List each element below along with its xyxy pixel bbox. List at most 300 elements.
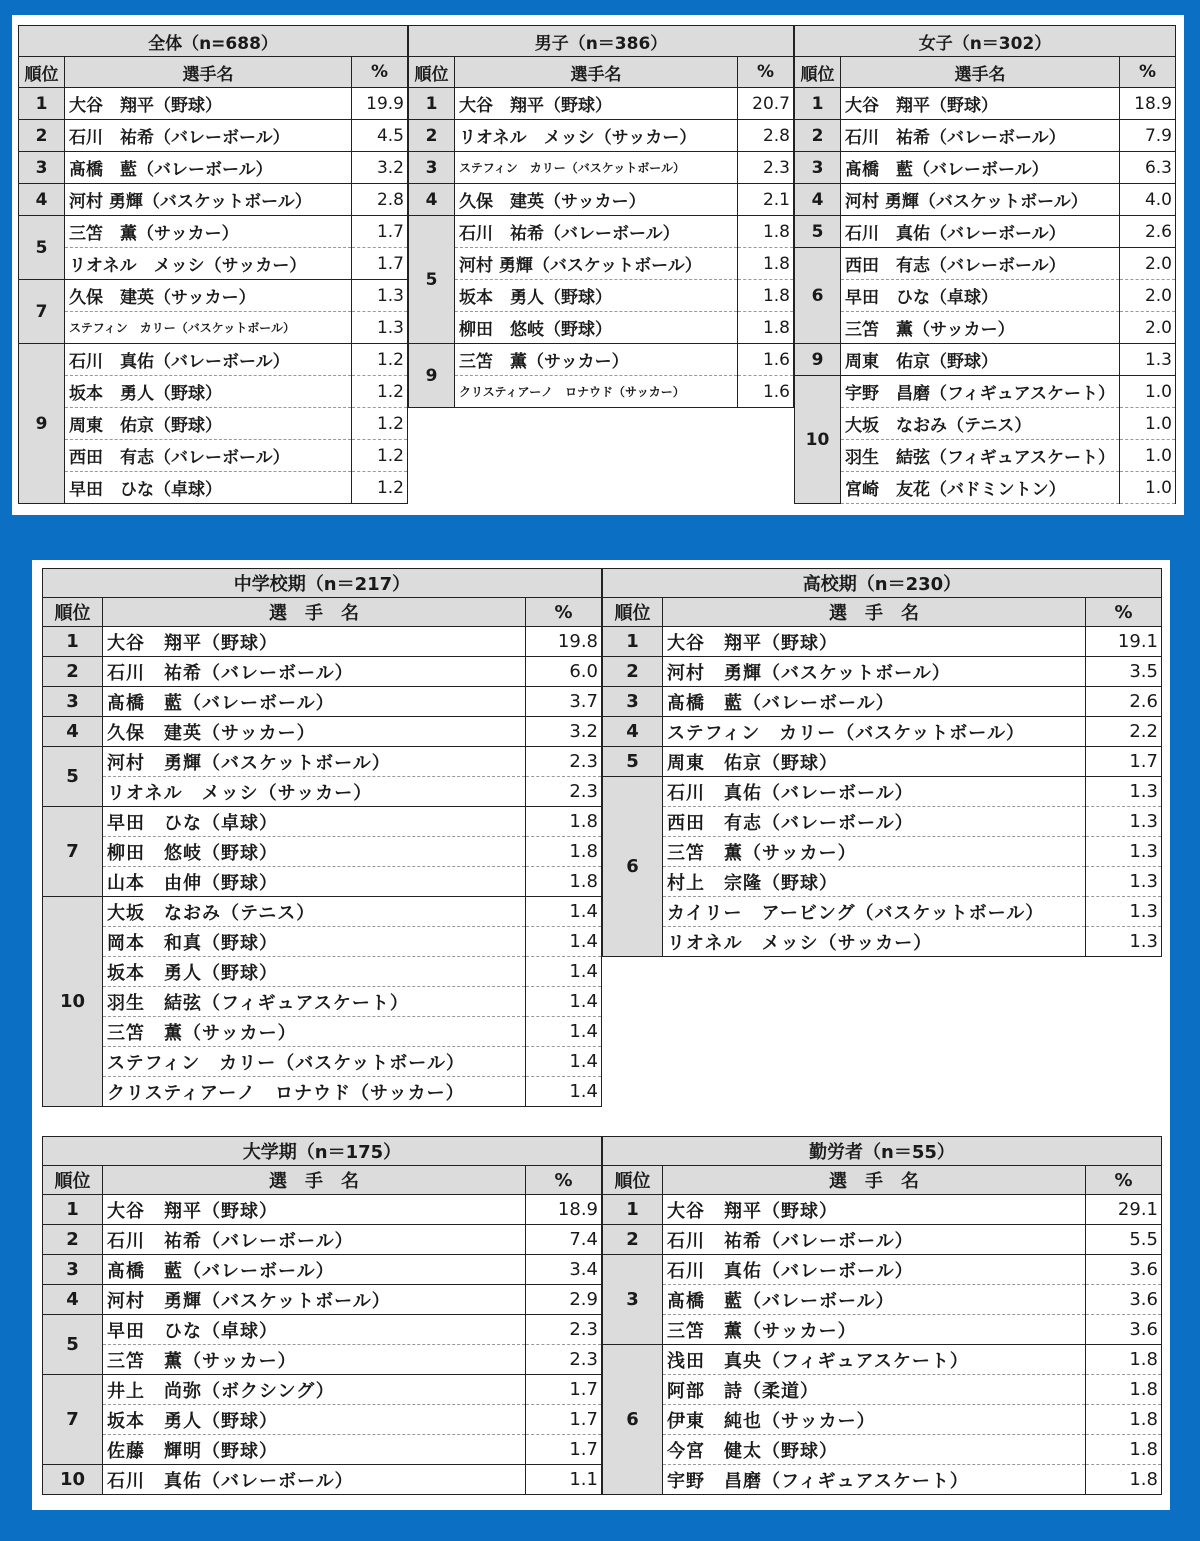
athlete-name-cell: 周東 佑京（野球） xyxy=(841,344,1120,376)
athlete-name-cell: 坂本 勇人（野球） xyxy=(65,376,352,408)
athlete-name-cell: 髙橋 藍（バレーボール） xyxy=(65,152,352,184)
table-row xyxy=(409,280,794,312)
table-row xyxy=(19,152,408,184)
rank-cell: 4 xyxy=(43,717,103,747)
table-row xyxy=(43,1017,602,1047)
rank-cell: 3 xyxy=(43,687,103,717)
percent-cell: 20.7 xyxy=(738,88,794,120)
athlete-name-cell: 周東 佑京（野球） xyxy=(663,747,1086,777)
rank-cell: 6 xyxy=(603,1345,663,1495)
table-row xyxy=(43,1225,602,1255)
table-row xyxy=(795,408,1176,440)
athlete-name-cell: リオネル メッシ（サッカー） xyxy=(103,777,526,807)
table-row xyxy=(603,627,1162,657)
table-row xyxy=(603,657,1162,687)
athlete-name-cell: 髙橋 藍（バレーボール） xyxy=(663,1285,1086,1315)
table-row xyxy=(43,957,602,987)
percent-cell: 18.9 xyxy=(1120,88,1176,120)
percent-cell: 1.7 xyxy=(525,1435,601,1465)
rank-cell: 10 xyxy=(43,897,103,1107)
rank-cell: 3 xyxy=(409,152,455,184)
athlete-name-cell: 河村 勇輝（バスケットボール） xyxy=(455,248,738,280)
athlete-name-cell: 宮崎 友花（バドミントン） xyxy=(841,472,1120,504)
column-header-name: 選 手 名 xyxy=(663,1166,1086,1195)
table-row xyxy=(43,1315,602,1345)
percent-cell: 29.1 xyxy=(1085,1195,1161,1225)
table-row xyxy=(43,807,602,837)
athlete-name-cell: 大谷 翔平（野球） xyxy=(103,627,526,657)
column-header-name: 選 手 名 xyxy=(103,598,526,627)
percent-cell: 1.8 xyxy=(738,248,794,280)
column-header-rank: 順位 xyxy=(603,1166,663,1195)
column-header-rank: 順位 xyxy=(19,57,65,88)
table-row xyxy=(795,216,1176,248)
athlete-name-cell: 大谷 翔平（野球） xyxy=(65,88,352,120)
percent-cell: 1.3 xyxy=(351,280,407,312)
table-row xyxy=(43,1285,602,1315)
athlete-name-cell: 羽生 結弦（フィギュアスケート） xyxy=(841,440,1120,472)
percent-cell: 1.3 xyxy=(351,312,407,344)
table-row xyxy=(795,88,1176,120)
percent-cell: 1.3 xyxy=(1120,344,1176,376)
athlete-name-cell: 西田 有志（バレーボール） xyxy=(65,440,352,472)
percent-cell: 1.4 xyxy=(525,927,601,957)
table-row xyxy=(43,777,602,807)
column-header-name: 選手名 xyxy=(65,57,352,88)
athlete-name-cell: 久保 建英（サッカー） xyxy=(65,280,352,312)
table-row xyxy=(603,1465,1162,1495)
ranking-table-male xyxy=(408,25,794,408)
percent-cell: 19.9 xyxy=(351,88,407,120)
ranking-table-overall xyxy=(18,25,408,504)
rank-cell: 4 xyxy=(43,1285,103,1315)
percent-cell: 3.7 xyxy=(525,687,601,717)
table-row xyxy=(19,120,408,152)
athlete-name-cell: 宇野 昌磨（フィギュアスケート） xyxy=(841,376,1120,408)
percent-cell: 3.6 xyxy=(1085,1315,1161,1345)
rank-cell: 5 xyxy=(43,747,103,807)
ranking-table xyxy=(408,25,794,408)
percent-cell: 1.7 xyxy=(1085,747,1161,777)
table-row xyxy=(19,312,408,344)
column-header-name: 選 手 名 xyxy=(103,1166,526,1195)
table-row xyxy=(43,837,602,867)
table-row xyxy=(43,1077,602,1107)
percent-cell: 1.0 xyxy=(1120,376,1176,408)
athlete-name-cell: 大谷 翔平（野球） xyxy=(841,88,1120,120)
athlete-name-cell: リオネル メッシ（サッカー） xyxy=(455,120,738,152)
athlete-name-cell: 大坂 なおみ（テニス） xyxy=(841,408,1120,440)
table-row xyxy=(43,927,602,957)
table-row xyxy=(795,312,1176,344)
percent-cell: 1.8 xyxy=(1085,1435,1161,1465)
percent-cell: 2.8 xyxy=(738,120,794,152)
table-row xyxy=(409,88,794,120)
athlete-name-cell: 河村 勇輝（バスケットボール） xyxy=(663,657,1086,687)
table-row xyxy=(603,747,1162,777)
athlete-name-cell: 三笘 薫（サッカー） xyxy=(65,216,352,248)
athlete-name-cell: 三笘 薫（サッカー） xyxy=(103,1345,526,1375)
table-title: 男子（n＝386） xyxy=(409,26,794,57)
athlete-name-cell: 西田 有志（バレーボール） xyxy=(841,248,1120,280)
athlete-name-cell: 河村 勇輝（バスケットボール） xyxy=(65,184,352,216)
athlete-name-cell: 大谷 翔平（野球） xyxy=(103,1195,526,1225)
athlete-name-cell: 大谷 翔平（野球） xyxy=(663,1195,1086,1225)
table-row xyxy=(409,152,794,184)
athlete-name-cell: 山本 由伸（野球） xyxy=(103,867,526,897)
athlete-name-cell: ステフィン カリー（バスケットボール） xyxy=(65,312,352,344)
athlete-name-cell: 髙橋 藍（バレーボール） xyxy=(841,152,1120,184)
percent-cell: 1.8 xyxy=(738,312,794,344)
percent-cell: 2.3 xyxy=(738,152,794,184)
athlete-name-cell: リオネル メッシ（サッカー） xyxy=(663,927,1086,957)
athlete-name-cell: 石川 祐希（バレーボール） xyxy=(663,1225,1086,1255)
table-row xyxy=(19,472,408,504)
table-row xyxy=(43,747,602,777)
ranking-table xyxy=(18,25,408,504)
athlete-name-cell: クリスティアーノ ロナウド（サッカー） xyxy=(455,376,738,408)
percent-cell: 2.3 xyxy=(525,747,601,777)
athlete-name-cell: 河村 勇輝（バスケットボール） xyxy=(103,747,526,777)
athlete-name-cell: 石川 祐希（バレーボール） xyxy=(65,120,352,152)
ranking-table xyxy=(42,1136,602,1495)
athlete-name-cell: 石川 祐希（バレーボール） xyxy=(455,216,738,248)
percent-cell: 1.6 xyxy=(738,344,794,376)
table-row xyxy=(19,408,408,440)
percent-cell: 1.4 xyxy=(525,1077,601,1107)
column-header-percent: % xyxy=(1120,57,1176,88)
rank-cell: 4 xyxy=(795,184,841,216)
athlete-name-cell: 石川 祐希（バレーボール） xyxy=(103,1225,526,1255)
table-row xyxy=(19,344,408,376)
table-row xyxy=(43,1047,602,1077)
table-row xyxy=(603,1315,1162,1345)
athlete-name-cell: 大谷 翔平（野球） xyxy=(663,627,1086,657)
athlete-name-cell: 宇野 昌磨（フィギュアスケート） xyxy=(663,1465,1086,1495)
percent-cell: 1.3 xyxy=(1085,807,1161,837)
rank-cell: 5 xyxy=(43,1315,103,1375)
percent-cell: 6.0 xyxy=(525,657,601,687)
percent-cell: 2.3 xyxy=(525,1345,601,1375)
column-header-rank: 順位 xyxy=(43,1166,103,1195)
table-row xyxy=(43,1255,602,1285)
table-row xyxy=(43,1195,602,1225)
percent-cell: 1.1 xyxy=(525,1465,601,1495)
athlete-name-cell: 久保 建英（サッカー） xyxy=(103,717,526,747)
rank-cell: 1 xyxy=(603,627,663,657)
table-row xyxy=(409,216,794,248)
percent-cell: 6.3 xyxy=(1120,152,1176,184)
table-row xyxy=(43,687,602,717)
table-row xyxy=(795,248,1176,280)
percent-cell: 1.4 xyxy=(525,897,601,927)
athlete-name-cell: 石川 祐希（バレーボール） xyxy=(103,657,526,687)
column-header-percent: % xyxy=(525,1166,601,1195)
table-row xyxy=(603,837,1162,867)
athlete-name-cell: 坂本 勇人（野球） xyxy=(103,1405,526,1435)
table-row xyxy=(409,376,794,408)
table-row xyxy=(19,216,408,248)
table-row xyxy=(795,344,1176,376)
top-panel xyxy=(12,15,1184,515)
rank-cell: 5 xyxy=(795,216,841,248)
percent-cell: 2.9 xyxy=(525,1285,601,1315)
rank-cell: 3 xyxy=(603,1255,663,1345)
percent-cell: 1.2 xyxy=(351,472,407,504)
percent-cell: 1.2 xyxy=(351,440,407,472)
table-row xyxy=(43,627,602,657)
athlete-name-cell: 三笘 薫（サッカー） xyxy=(103,1017,526,1047)
rank-cell: 2 xyxy=(603,657,663,687)
bottom-panel xyxy=(32,560,1170,1510)
percent-cell: 1.0 xyxy=(1120,440,1176,472)
rank-cell: 7 xyxy=(43,1375,103,1465)
column-header-percent: % xyxy=(525,598,601,627)
percent-cell: 1.4 xyxy=(525,957,601,987)
ranking-table-female xyxy=(794,25,1176,504)
table-row xyxy=(19,440,408,472)
table-row xyxy=(603,807,1162,837)
athlete-name-cell: クリスティアーノ ロナウド（サッカー） xyxy=(103,1077,526,1107)
percent-cell: 2.0 xyxy=(1120,248,1176,280)
percent-cell: 1.8 xyxy=(738,216,794,248)
column-header-percent: % xyxy=(738,57,794,88)
athlete-name-cell: 三笘 薫（サッカー） xyxy=(841,312,1120,344)
percent-cell: 4.5 xyxy=(351,120,407,152)
athlete-name-cell: 久保 建英（サッカー） xyxy=(455,184,738,216)
athlete-name-cell: 周東 佑京（野球） xyxy=(65,408,352,440)
athlete-name-cell: 浅田 真央（フィギュアスケート） xyxy=(663,1345,1086,1375)
percent-cell: 2.3 xyxy=(525,1315,601,1345)
rank-cell: 1 xyxy=(19,88,65,120)
rank-cell: 2 xyxy=(603,1225,663,1255)
athlete-name-cell: 阿部 詩（柔道） xyxy=(663,1375,1086,1405)
percent-cell: 18.9 xyxy=(525,1195,601,1225)
rank-cell: 3 xyxy=(19,152,65,184)
table-row xyxy=(603,927,1162,957)
athlete-name-cell: 井上 尚弥（ボクシング） xyxy=(103,1375,526,1405)
percent-cell: 1.8 xyxy=(1085,1375,1161,1405)
rank-cell: 5 xyxy=(603,747,663,777)
athlete-name-cell: 大坂 なおみ（テニス） xyxy=(103,897,526,927)
athlete-name-cell: 坂本 勇人（野球） xyxy=(455,280,738,312)
percent-cell: 2.8 xyxy=(351,184,407,216)
rank-cell: 10 xyxy=(43,1465,103,1495)
percent-cell: 3.2 xyxy=(525,717,601,747)
percent-cell: 4.0 xyxy=(1120,184,1176,216)
athlete-name-cell: 大谷 翔平（野球） xyxy=(455,88,738,120)
table-row xyxy=(795,472,1176,504)
athlete-name-cell: 石川 真佑（バレーボール） xyxy=(841,216,1120,248)
column-header-percent: % xyxy=(1085,1166,1161,1195)
table-row xyxy=(409,120,794,152)
rank-cell: 4 xyxy=(603,717,663,747)
table-row xyxy=(19,376,408,408)
ranking-table xyxy=(602,1136,1162,1495)
table-row xyxy=(795,184,1176,216)
rank-cell: 3 xyxy=(795,152,841,184)
column-header-name: 選手名 xyxy=(455,57,738,88)
percent-cell: 1.0 xyxy=(1120,472,1176,504)
percent-cell: 1.3 xyxy=(1085,927,1161,957)
ranking-table xyxy=(42,568,602,1107)
table-row xyxy=(603,897,1162,927)
table-row xyxy=(795,376,1176,408)
percent-cell: 2.0 xyxy=(1120,280,1176,312)
table-row xyxy=(603,1435,1162,1465)
table-row xyxy=(603,777,1162,807)
table-row xyxy=(43,867,602,897)
table-row xyxy=(19,88,408,120)
rank-cell: 7 xyxy=(19,280,65,344)
table-title: 中学校期（n＝217） xyxy=(43,569,602,598)
rank-cell: 4 xyxy=(409,184,455,216)
percent-cell: 3.4 xyxy=(525,1255,601,1285)
table-row xyxy=(603,867,1162,897)
table-row xyxy=(795,120,1176,152)
percent-cell: 7.4 xyxy=(525,1225,601,1255)
percent-cell: 2.2 xyxy=(1085,717,1161,747)
percent-cell: 1.3 xyxy=(1085,867,1161,897)
percent-cell: 1.4 xyxy=(525,1047,601,1077)
ranking-table-workers xyxy=(602,1136,1162,1495)
table-row xyxy=(603,687,1162,717)
column-header-rank: 順位 xyxy=(795,57,841,88)
athlete-name-cell: 岡本 和真（野球） xyxy=(103,927,526,957)
table-row xyxy=(603,1345,1162,1375)
athlete-name-cell: 三笘 薫（サッカー） xyxy=(663,837,1086,867)
athlete-name-cell: 河村 勇輝（バスケットボール） xyxy=(841,184,1120,216)
percent-cell: 5.5 xyxy=(1085,1225,1161,1255)
rank-cell: 7 xyxy=(43,807,103,897)
athlete-name-cell: 三笘 薫（サッカー） xyxy=(455,344,738,376)
table-row xyxy=(43,1435,602,1465)
table-row xyxy=(603,1405,1162,1435)
athlete-name-cell: 石川 真佑（バレーボール） xyxy=(65,344,352,376)
table-row xyxy=(43,1375,602,1405)
athlete-name-cell: 早田 ひな（卓球） xyxy=(841,280,1120,312)
table-title: 高校期（n＝230） xyxy=(603,569,1162,598)
percent-cell: 1.8 xyxy=(1085,1465,1161,1495)
table-row xyxy=(409,312,794,344)
rank-cell: 1 xyxy=(43,1195,103,1225)
athlete-name-cell: 髙橋 藍（バレーボール） xyxy=(663,687,1086,717)
ranking-table xyxy=(794,25,1176,504)
percent-cell: 1.4 xyxy=(525,1017,601,1047)
athlete-name-cell: 伊東 純也（サッカー） xyxy=(663,1405,1086,1435)
percent-cell: 2.0 xyxy=(1120,312,1176,344)
column-header-rank: 順位 xyxy=(603,598,663,627)
percent-cell: 1.8 xyxy=(1085,1345,1161,1375)
athlete-name-cell: ステフィン カリー（バスケットボール） xyxy=(663,717,1086,747)
table-row xyxy=(603,1285,1162,1315)
table-row xyxy=(603,717,1162,747)
ranking-table-junior-high xyxy=(42,568,602,1107)
rank-cell: 1 xyxy=(43,627,103,657)
ranking-table-university xyxy=(42,1136,602,1495)
ranking-table xyxy=(602,568,1162,957)
column-header-rank: 順位 xyxy=(43,598,103,627)
rank-cell: 1 xyxy=(795,88,841,120)
table-row xyxy=(409,344,794,376)
percent-cell: 1.8 xyxy=(525,867,601,897)
athlete-name-cell: 西田 有志（バレーボール） xyxy=(663,807,1086,837)
rank-cell: 2 xyxy=(19,120,65,152)
rank-cell: 1 xyxy=(603,1195,663,1225)
table-row xyxy=(43,1345,602,1375)
table-row xyxy=(19,280,408,312)
table-row xyxy=(603,1375,1162,1405)
athlete-name-cell: 今宮 健太（野球） xyxy=(663,1435,1086,1465)
table-row xyxy=(409,248,794,280)
ranking-table-high-school xyxy=(602,568,1162,957)
athlete-name-cell: 石川 真佑（バレーボール） xyxy=(663,1255,1086,1285)
percent-cell: 19.8 xyxy=(525,627,601,657)
rank-cell: 3 xyxy=(603,687,663,717)
athlete-name-cell: 村上 宗隆（野球） xyxy=(663,867,1086,897)
percent-cell: 2.3 xyxy=(525,777,601,807)
column-header-percent: % xyxy=(351,57,407,88)
athlete-name-cell: 髙橋 藍（バレーボール） xyxy=(103,687,526,717)
table-row xyxy=(603,1225,1162,1255)
percent-cell: 1.0 xyxy=(1120,408,1176,440)
athlete-name-cell: 早田 ひな（卓球） xyxy=(65,472,352,504)
percent-cell: 3.5 xyxy=(1085,657,1161,687)
athlete-name-cell: カイリー アービング（バスケットボール） xyxy=(663,897,1086,927)
percent-cell: 2.1 xyxy=(738,184,794,216)
athlete-name-cell: リオネル メッシ（サッカー） xyxy=(65,248,352,280)
rank-cell: 3 xyxy=(43,1255,103,1285)
athlete-name-cell: 髙橋 藍（バレーボール） xyxy=(103,1255,526,1285)
table-row xyxy=(43,1465,602,1495)
rank-cell: 1 xyxy=(409,88,455,120)
athlete-name-cell: 羽生 結弦（フィギュアスケート） xyxy=(103,987,526,1017)
percent-cell: 1.8 xyxy=(525,807,601,837)
athlete-name-cell: 佐藤 輝明（野球） xyxy=(103,1435,526,1465)
percent-cell: 1.7 xyxy=(525,1375,601,1405)
athlete-name-cell: 早田 ひな（卓球） xyxy=(103,1315,526,1345)
rank-cell: 9 xyxy=(19,344,65,504)
rank-cell: 6 xyxy=(795,248,841,344)
percent-cell: 3.6 xyxy=(1085,1255,1161,1285)
table-row xyxy=(19,184,408,216)
table-row xyxy=(603,1255,1162,1285)
percent-cell: 1.2 xyxy=(351,344,407,376)
table-row xyxy=(795,280,1176,312)
table-row xyxy=(43,987,602,1017)
percent-cell: 3.2 xyxy=(351,152,407,184)
table-row xyxy=(43,1405,602,1435)
table-title: 勤労者（n＝55） xyxy=(603,1137,1162,1166)
athlete-name-cell: 柳田 悠岐（野球） xyxy=(103,837,526,867)
athlete-name-cell: 柳田 悠岐（野球） xyxy=(455,312,738,344)
percent-cell: 1.2 xyxy=(351,376,407,408)
percent-cell: 2.6 xyxy=(1120,216,1176,248)
rank-cell: 5 xyxy=(409,216,455,344)
rank-cell: 2 xyxy=(43,1225,103,1255)
athlete-name-cell: 河村 勇輝（バスケットボール） xyxy=(103,1285,526,1315)
athlete-name-cell: ステフィン カリー（バスケットボール） xyxy=(103,1047,526,1077)
rank-cell: 9 xyxy=(795,344,841,376)
rank-cell: 10 xyxy=(795,376,841,504)
table-row xyxy=(795,440,1176,472)
column-header-name: 選 手 名 xyxy=(663,598,1086,627)
table-title: 大学期（n＝175） xyxy=(43,1137,602,1166)
table-title: 全体（n=688） xyxy=(19,26,408,57)
percent-cell: 1.7 xyxy=(351,248,407,280)
percent-cell: 1.2 xyxy=(351,408,407,440)
percent-cell: 1.4 xyxy=(525,987,601,1017)
